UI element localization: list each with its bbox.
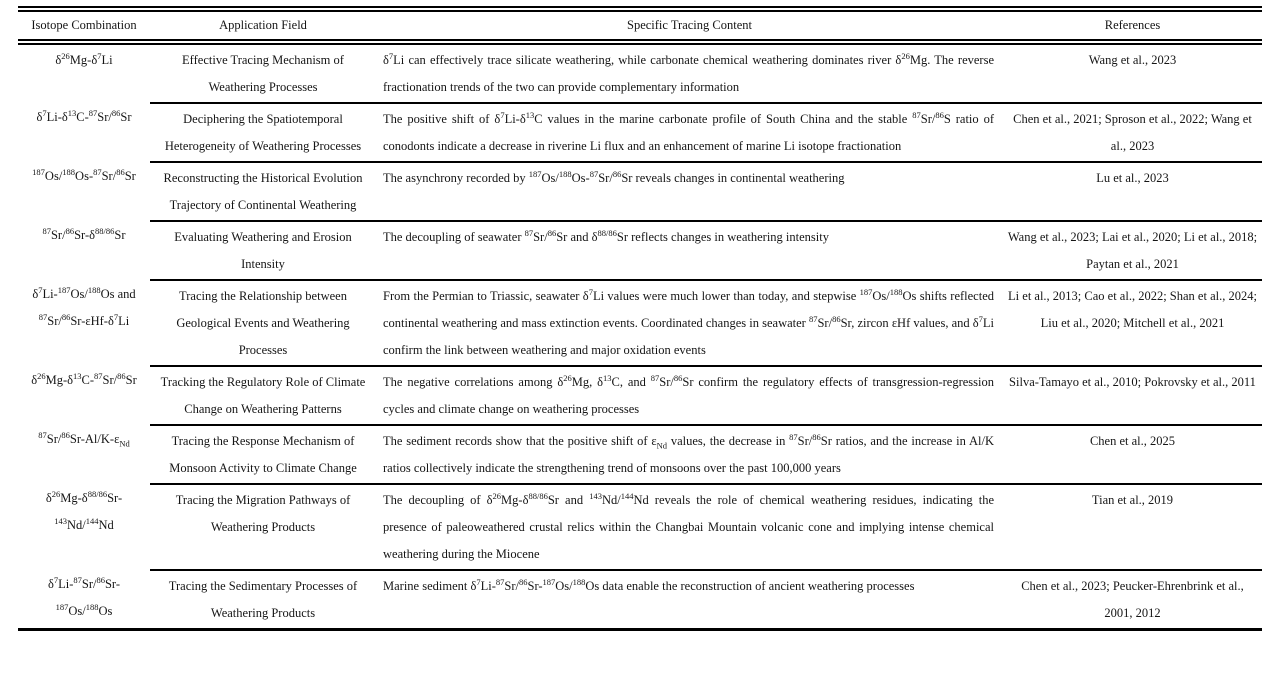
application-field-cell: Tracing the Response Mechanism of Monsoon Activity to Climate Change xyxy=(150,424,376,483)
isotope-combination-cell: $\delta^7Li-^{87}Sr/^{86}Sr-^{187}Os/^{188}Os$ xyxy=(47,574,121,618)
header-application-field: Application Field xyxy=(219,18,307,32)
references-cell: Li et al., 2013; Cao et al., 2022; Shan et al., 2024; Liu et al., 2020; Mitchell et al., 2021 xyxy=(1003,279,1262,365)
isotope-combination-cell: $\delta^{26}Mg-\delta^{13}C-^{87}Sr/^{86}Sr$ xyxy=(31,370,137,387)
references-cell: Wang et al., 2023 xyxy=(1088,53,1177,67)
tracing-content-cell: From the Permian to Triassic, seawater $\delta^7Li$ values were much lower than today, and stepwise $^{187}$Os/$^{188}$Os shifts reflected continental weathering and mass extinction events. Coordinated changes in seawater $^{87}$Sr/$^{86}$Sr, zircon εHf values, and $\delta^7Li$ confirm the link between weathering and major oxidation events xyxy=(376,279,1003,365)
table-row xyxy=(18,220,1262,279)
application-field-cell: Reconstructing the Historical Evolution Trajectory of Continental Weathering xyxy=(150,161,376,220)
references-cell: Chen et al., 2025 xyxy=(1003,424,1262,483)
tracing-content-cell: The decoupling of seawater $^{87}$Sr/$^{86}$Sr and $\delta^{88/86}Sr$ reflects changes in weathering intensity xyxy=(376,220,1003,279)
tracing-content-cell: $\delta^7Li$ can effectively trace silicate weathering, while carbonate chemical weathering dominates river $\delta^{26}Mg$. The reverse fractionation trends of the two can provide complementary information xyxy=(383,50,994,94)
isotope-combination-cell: $^{87}Sr/^{86}Sr-Al/K-\varepsilon_{Nd}$ xyxy=(38,429,130,449)
isotope-combination-cell: $\delta^7Li-\delta^{13}C-^{87}Sr/^{86}Sr$ xyxy=(36,107,132,124)
table-row xyxy=(18,45,1262,102)
isotope-combination-cell: $\delta^{26}Mg-\delta^7Li$ xyxy=(55,50,113,67)
references-cell: Chen et al., 2021; Sproson et al., 2022; Wang et al., 2023 xyxy=(1003,102,1262,161)
references-cell: Tian et al., 2019 xyxy=(1003,483,1262,569)
isotope-tracing-table xyxy=(18,6,1262,631)
table-row xyxy=(18,161,1262,220)
application-field-cell: Tracking the Regulatory Role of Climate Change on Weathering Patterns xyxy=(150,365,376,424)
header-isotope-combination: Isotope Combination xyxy=(31,18,137,32)
tracing-content-cell: The positive shift of $\delta^7Li-\delta^{13}C$ values in the marine carbonate profile of South China and the stable $^{87}$Sr/$^{86}$S ratio of conodonts indicate a decrease in riverine Li flux and an enhancement of marine Li isotope fractionation xyxy=(376,102,1003,161)
table-row xyxy=(18,365,1262,424)
application-field-cell: Effective Tracing Mechanism of Weathering Processes xyxy=(182,53,344,94)
header-references: References xyxy=(1104,18,1161,32)
header-specific-tracing-content: Specific Tracing Content xyxy=(627,18,752,32)
table-body xyxy=(18,45,1262,628)
references-cell: Lu et al., 2023 xyxy=(1003,161,1262,220)
table-header-row xyxy=(18,12,1262,45)
application-field-cell: Deciphering the Spatiotemporal Heterogeneity of Weathering Processes xyxy=(150,102,376,161)
references-cell: Chen et al., 2023; Peucker-Ehrenbrink et al., 2001, 2012 xyxy=(1003,569,1262,628)
isotope-combination-cell: $^{87}Sr/^{86}Sr-\delta^{88/86}Sr$ xyxy=(42,225,126,242)
application-field-cell: Evaluating Weathering and Erosion Intensity xyxy=(150,220,376,279)
tracing-content-cell: The negative correlations among $\delta^{26}Mg$, $\delta^{13}C$, and $^{87}$Sr/$^{86}$Sr confirm the regulatory effects of transgression-regression cycles and climate change on weathering processes xyxy=(376,365,1003,424)
tracing-content-cell: The decoupling of $\delta^{26}Mg-\delta^{88/86}Sr$ and $^{143}$Nd/$^{144}$Nd reveals the role of chemical weathering residues, indicating the presence of paleoweathered crustal relics within the Changbai Mountain volcanic cone and implying intense chemical weathering during the Miocene xyxy=(376,483,1003,569)
isotope-combination-cell: $^{187}$Os/$^{188}$Os-$^{87}$Sr/$^{86}$Sr xyxy=(32,166,136,183)
application-field-cell: Tracing the Relationship between Geological Events and Weathering Processes xyxy=(150,279,376,365)
application-field-cell: Tracing the Migration Pathways of Weathering Products xyxy=(150,483,376,569)
table-row xyxy=(18,483,1262,569)
references-cell: Silva-Tamayo et al., 2010; Pokrovsky et al., 2011 xyxy=(1003,365,1262,424)
tracing-content-cell: Marine sediment $\delta^7Li-^{87}Sr/^{86}Sr-^{187}Os/^{188}Os$ data enable the reconstruction of ancient weathering processes xyxy=(376,569,1003,628)
table-row xyxy=(18,569,1262,628)
table-row xyxy=(18,424,1262,483)
application-field-cell: Tracing the Sedimentary Processes of Weathering Products xyxy=(150,569,376,628)
isotope-combination-cell: $\delta^7Li-^{187}Os/^{188}Os$ and $^{87}Sr/^{86}Sr-\varepsilon Hf-\delta^7Li$ xyxy=(32,284,136,328)
tracing-content-cell: The sediment records show that the positive shift of $\varepsilon_{Nd}$ values, the decrease in $^{87}$Sr/$^{86}$Sr ratios, and the increase in Al/K ratios collectively indicate the strengthening trend of monsoons over the past 100,000 years xyxy=(376,424,1003,483)
isotope-combination-cell: $\delta^{26}Mg-\delta^{88/86}Sr-^{143}Nd/^{144}Nd$ xyxy=(45,488,123,532)
table-row xyxy=(18,102,1262,161)
references-cell: Wang et al., 2023; Lai et al., 2020; Li et al., 2018; Paytan et al., 2021 xyxy=(1003,220,1262,279)
tracing-content-cell: The asynchrony recorded by $^{187}$Os/$^{188}$Os-$^{87}$Sr/$^{86}$Sr reveals changes in continental weathering xyxy=(376,161,1003,220)
table-row xyxy=(18,279,1262,365)
